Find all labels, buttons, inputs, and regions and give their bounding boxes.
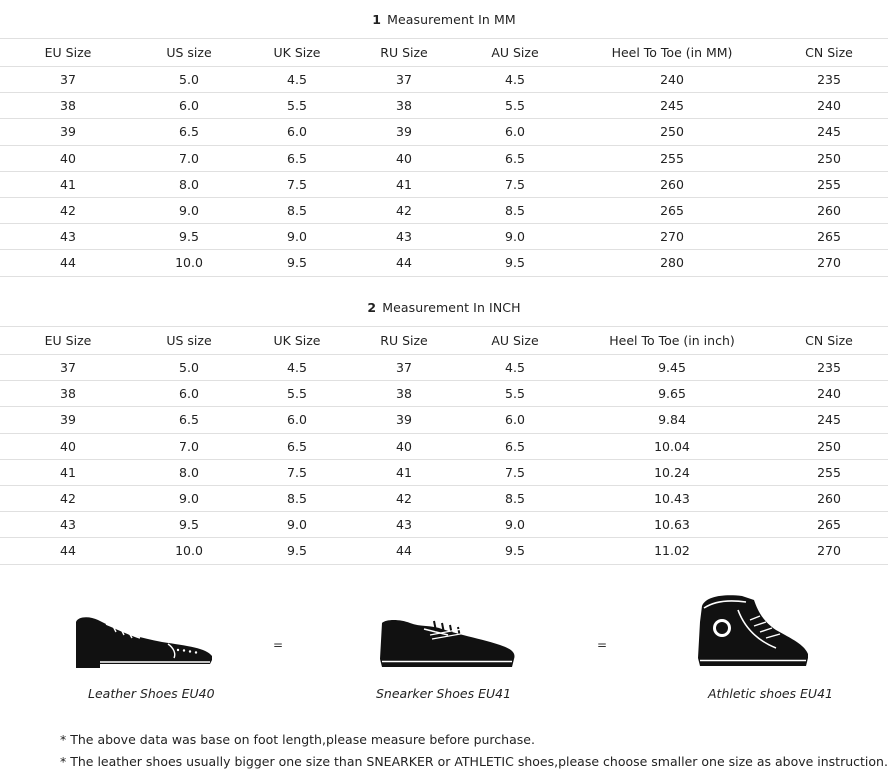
table-cell: 250	[770, 433, 888, 459]
table-cell: 270	[770, 250, 888, 276]
table-cell: 6.0	[456, 407, 574, 433]
table-cell: 44	[352, 538, 456, 564]
table-row	[0, 512, 888, 538]
leather-shoe-icon	[70, 612, 216, 670]
table-cell: 9.5	[456, 250, 574, 276]
note-line: * The above data was base on foot length,please measure before purchase.	[60, 732, 535, 747]
table-cell: 270	[770, 538, 888, 564]
table-row	[0, 355, 888, 381]
table-cell: 245	[770, 119, 888, 145]
shoe-caption: Leather Shoes EU40	[88, 686, 215, 701]
table-cell: 6.5	[242, 145, 352, 171]
table-cell: 9.5	[242, 250, 352, 276]
table-cell: 42	[0, 485, 136, 511]
table-cell: 265	[574, 197, 770, 223]
note-line: * The leather shoes usually bigger one size than SNEARKER or ATHLETIC shoes,please choose smaller one size as above instruction.	[60, 754, 888, 769]
table-cell: 255	[770, 459, 888, 485]
table-cell: 7.5	[456, 459, 574, 485]
table-row	[0, 224, 888, 250]
section-title-mm	[0, 12, 888, 27]
table-row	[0, 381, 888, 407]
column-header: AU Size	[456, 327, 574, 355]
table-cell: 37	[0, 355, 136, 381]
table-row	[0, 197, 888, 223]
table-cell: 41	[0, 459, 136, 485]
table-cell: 240	[770, 381, 888, 407]
size-table-mm	[0, 38, 888, 277]
table-cell: 9.5	[136, 224, 242, 250]
table-cell: 7.0	[136, 145, 242, 171]
table-cell: 9.0	[456, 512, 574, 538]
table-cell: 4.5	[242, 67, 352, 93]
table-cell: 43	[352, 224, 456, 250]
table-cell: 44	[0, 538, 136, 564]
table-cell: 39	[0, 407, 136, 433]
table-cell: 6.0	[242, 119, 352, 145]
sneaker-shoe-icon	[376, 615, 518, 671]
table-cell: 270	[574, 224, 770, 250]
table-header-row	[0, 327, 888, 355]
table-cell: 39	[352, 119, 456, 145]
table-cell: 7.5	[456, 171, 574, 197]
equals-sign: =	[273, 638, 284, 652]
table-row	[0, 250, 888, 276]
table-cell: 250	[574, 119, 770, 145]
section-title-inch	[0, 300, 888, 315]
section-title-text: Measurement In INCH	[382, 300, 521, 315]
table-cell: 9.5	[136, 512, 242, 538]
table-row	[0, 485, 888, 511]
table-cell: 5.5	[456, 381, 574, 407]
column-header: RU Size	[352, 327, 456, 355]
table-cell: 6.0	[136, 93, 242, 119]
table-cell: 6.5	[136, 407, 242, 433]
table-cell: 10.04	[574, 433, 770, 459]
table-cell: 9.45	[574, 355, 770, 381]
table-cell: 9.84	[574, 407, 770, 433]
table-cell: 8.5	[242, 485, 352, 511]
table-cell: 245	[770, 407, 888, 433]
table-header-row	[0, 39, 888, 67]
table-cell: 9.0	[242, 512, 352, 538]
column-header: CN Size	[770, 327, 888, 355]
section-title-text: Measurement In MM	[387, 12, 516, 27]
table-cell: 39	[352, 407, 456, 433]
table-cell: 9.0	[242, 224, 352, 250]
table-cell: 41	[352, 459, 456, 485]
table-cell: 6.5	[242, 433, 352, 459]
column-header: Heel To Toe (in inch)	[574, 327, 770, 355]
table-row	[0, 459, 888, 485]
table-row	[0, 538, 888, 564]
table-cell: 37	[352, 355, 456, 381]
shoe-caption: Athletic shoes EU41	[708, 686, 833, 701]
table-cell: 9.0	[456, 224, 574, 250]
table-cell: 280	[574, 250, 770, 276]
table-cell: 235	[770, 355, 888, 381]
table-cell: 7.0	[136, 433, 242, 459]
column-header: UK Size	[242, 39, 352, 67]
table-cell: 5.5	[456, 93, 574, 119]
table-cell: 42	[352, 485, 456, 511]
table-cell: 265	[770, 512, 888, 538]
table-cell: 8.0	[136, 171, 242, 197]
table-cell: 265	[770, 224, 888, 250]
table-cell: 260	[770, 485, 888, 511]
table-row	[0, 145, 888, 171]
table-cell: 7.5	[242, 459, 352, 485]
column-header: EU Size	[0, 39, 136, 67]
table-cell: 10.0	[136, 250, 242, 276]
table-cell: 240	[770, 93, 888, 119]
column-header: Heel To Toe (in MM)	[574, 39, 770, 67]
table-cell: 255	[770, 171, 888, 197]
table-cell: 10.63	[574, 512, 770, 538]
table-cell: 9.65	[574, 381, 770, 407]
table-cell: 38	[0, 381, 136, 407]
table-cell: 5.5	[242, 381, 352, 407]
table-cell: 6.5	[136, 119, 242, 145]
table-cell: 38	[352, 381, 456, 407]
table-cell: 8.5	[242, 197, 352, 223]
table-cell: 39	[0, 119, 136, 145]
table-cell: 43	[0, 224, 136, 250]
table-cell: 37	[0, 67, 136, 93]
table-cell: 8.5	[456, 197, 574, 223]
column-header: EU Size	[0, 327, 136, 355]
table-cell: 235	[770, 67, 888, 93]
table-cell: 260	[770, 197, 888, 223]
table-cell: 40	[352, 145, 456, 171]
table-cell: 9.5	[456, 538, 574, 564]
table-cell: 255	[574, 145, 770, 171]
section-number: 1	[372, 12, 382, 27]
table-cell: 44	[0, 250, 136, 276]
section-number: 2	[367, 300, 377, 315]
table-row	[0, 93, 888, 119]
athletic-shoe-icon	[696, 592, 812, 670]
table-cell: 6.0	[242, 407, 352, 433]
column-header: RU Size	[352, 39, 456, 67]
column-header: AU Size	[456, 39, 574, 67]
table-cell: 4.5	[242, 355, 352, 381]
table-cell: 38	[352, 93, 456, 119]
column-header: CN Size	[770, 39, 888, 67]
table-row	[0, 433, 888, 459]
table-cell: 41	[0, 171, 136, 197]
table-row	[0, 67, 888, 93]
table-cell: 42	[0, 197, 136, 223]
table-row	[0, 407, 888, 433]
table-cell: 43	[352, 512, 456, 538]
table-cell: 40	[0, 145, 136, 171]
table-cell: 245	[574, 93, 770, 119]
equals-sign: =	[597, 638, 608, 652]
size-table-inch	[0, 326, 888, 565]
table-cell: 5.5	[242, 93, 352, 119]
table-cell: 5.0	[136, 67, 242, 93]
table-cell: 10.0	[136, 538, 242, 564]
table-cell: 4.5	[456, 355, 574, 381]
shoe-caption: Snearker Shoes EU41	[376, 686, 512, 701]
table-cell: 9.0	[136, 485, 242, 511]
column-header: UK Size	[242, 327, 352, 355]
table-cell: 44	[352, 250, 456, 276]
table-cell: 6.5	[456, 145, 574, 171]
table-cell: 41	[352, 171, 456, 197]
table-cell: 9.5	[242, 538, 352, 564]
table-cell: 40	[0, 433, 136, 459]
column-header: US size	[136, 327, 242, 355]
table-cell: 9.0	[136, 197, 242, 223]
table-cell: 10.43	[574, 485, 770, 511]
table-cell: 260	[574, 171, 770, 197]
table-cell: 6.5	[456, 433, 574, 459]
table-row	[0, 171, 888, 197]
table-cell: 10.24	[574, 459, 770, 485]
table-cell: 42	[352, 197, 456, 223]
table-cell: 38	[0, 93, 136, 119]
table-cell: 7.5	[242, 171, 352, 197]
table-cell: 250	[770, 145, 888, 171]
table-cell: 43	[0, 512, 136, 538]
table-cell: 37	[352, 67, 456, 93]
table-cell: 6.0	[136, 381, 242, 407]
table-cell: 8.5	[456, 485, 574, 511]
table-row	[0, 119, 888, 145]
table-cell: 240	[574, 67, 770, 93]
table-cell: 8.0	[136, 459, 242, 485]
table-cell: 5.0	[136, 355, 242, 381]
table-cell: 6.0	[456, 119, 574, 145]
column-header: US size	[136, 39, 242, 67]
table-cell: 4.5	[456, 67, 574, 93]
table-cell: 40	[352, 433, 456, 459]
table-cell: 11.02	[574, 538, 770, 564]
